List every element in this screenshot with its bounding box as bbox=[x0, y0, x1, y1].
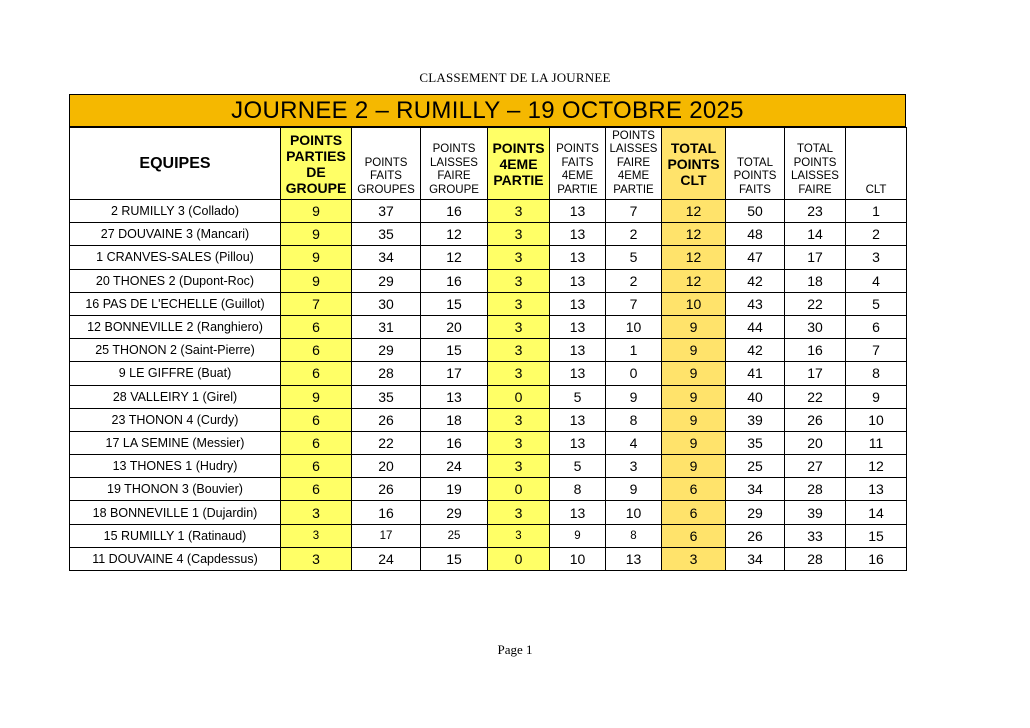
cell-team: 25 THONON 2 (Saint-Pierre) bbox=[70, 339, 281, 362]
cell-points-laisses-faire-groupe: 15 bbox=[421, 339, 488, 362]
cell-total-points-faits: 44 bbox=[726, 315, 785, 338]
cell-points-laisses-faire-groupe: 16 bbox=[421, 200, 488, 223]
cell-clt: 2 bbox=[846, 223, 907, 246]
cell-total-points-clt: 12 bbox=[662, 223, 726, 246]
cell-clt: 15 bbox=[846, 524, 907, 547]
cell-team: 19 THONON 3 (Bouvier) bbox=[70, 478, 281, 501]
cell-points-laisses-faire-4eme-partie: 8 bbox=[606, 408, 662, 431]
header-points-laisses-faire-4eme-partie: POINTS LAISSES FAIRE 4EME PARTIE bbox=[606, 128, 662, 200]
header-equipes: EQUIPES bbox=[70, 128, 281, 200]
cell-points-faits-groupes: 30 bbox=[352, 292, 421, 315]
cell-total-points-laisses-faire: 27 bbox=[785, 455, 846, 478]
cell-total-points-faits: 42 bbox=[726, 339, 785, 362]
cell-clt: 8 bbox=[846, 362, 907, 385]
cell-total-points-clt: 12 bbox=[662, 200, 726, 223]
cell-total-points-clt: 3 bbox=[662, 547, 726, 570]
cell-points-faits-4eme-partie: 13 bbox=[550, 339, 606, 362]
cell-total-points-clt: 9 bbox=[662, 408, 726, 431]
cell-points-parties-groupe: 7 bbox=[281, 292, 352, 315]
cell-points-4eme-partie: 3 bbox=[488, 362, 550, 385]
cell-points-laisses-faire-groupe: 17 bbox=[421, 362, 488, 385]
cell-total-points-faits: 29 bbox=[726, 501, 785, 524]
cell-total-points-laisses-faire: 39 bbox=[785, 501, 846, 524]
cell-clt: 16 bbox=[846, 547, 907, 570]
cell-points-laisses-faire-groupe: 16 bbox=[421, 431, 488, 454]
cell-total-points-faits: 43 bbox=[726, 292, 785, 315]
header-total-points-faits: TOTAL POINTS FAITS bbox=[726, 128, 785, 200]
cell-points-laisses-faire-4eme-partie: 0 bbox=[606, 362, 662, 385]
cell-points-laisses-faire-groupe: 24 bbox=[421, 455, 488, 478]
cell-total-points-laisses-faire: 17 bbox=[785, 246, 846, 269]
cell-points-faits-4eme-partie: 13 bbox=[550, 501, 606, 524]
cell-points-faits-4eme-partie: 13 bbox=[550, 200, 606, 223]
cell-total-points-laisses-faire: 14 bbox=[785, 223, 846, 246]
table-row bbox=[70, 385, 907, 408]
cell-team: 27 DOUVAINE 3 (Mancari) bbox=[70, 223, 281, 246]
header-row bbox=[70, 128, 907, 200]
cell-points-4eme-partie: 3 bbox=[488, 524, 550, 547]
cell-points-4eme-partie: 3 bbox=[488, 269, 550, 292]
header-points-laisses-faire-groupe: POINTS LAISSES FAIRE GROUPE bbox=[421, 128, 488, 200]
cell-total-points-clt: 6 bbox=[662, 501, 726, 524]
cell-total-points-clt: 9 bbox=[662, 339, 726, 362]
table-row bbox=[70, 362, 907, 385]
table-body bbox=[70, 200, 907, 571]
cell-points-laisses-faire-4eme-partie: 10 bbox=[606, 501, 662, 524]
table-row bbox=[70, 547, 907, 570]
cell-team: 9 LE GIFFRE (Buat) bbox=[70, 362, 281, 385]
cell-points-parties-groupe: 3 bbox=[281, 524, 352, 547]
cell-points-faits-groupes: 35 bbox=[352, 223, 421, 246]
cell-team: 2 RUMILLY 3 (Collado) bbox=[70, 200, 281, 223]
cell-points-parties-groupe: 9 bbox=[281, 246, 352, 269]
cell-points-laisses-faire-4eme-partie: 8 bbox=[606, 524, 662, 547]
cell-total-points-faits: 42 bbox=[726, 269, 785, 292]
cell-total-points-faits: 48 bbox=[726, 223, 785, 246]
cell-total-points-faits: 40 bbox=[726, 385, 785, 408]
cell-points-faits-groupes: 31 bbox=[352, 315, 421, 338]
document-title: CLASSEMENT DE LA JOURNEE bbox=[419, 70, 611, 85]
cell-points-faits-4eme-partie: 13 bbox=[550, 408, 606, 431]
cell-points-faits-groupes: 29 bbox=[352, 339, 421, 362]
cell-points-parties-groupe: 6 bbox=[281, 478, 352, 501]
cell-total-points-laisses-faire: 33 bbox=[785, 524, 846, 547]
cell-points-faits-groupes: 35 bbox=[352, 385, 421, 408]
cell-points-laisses-faire-4eme-partie: 4 bbox=[606, 431, 662, 454]
table-row bbox=[70, 292, 907, 315]
cell-points-laisses-faire-4eme-partie: 3 bbox=[606, 455, 662, 478]
header-total-points-laisses-faire: TOTAL POINTS LAISSES FAIRE bbox=[785, 128, 846, 200]
cell-points-faits-groupes: 17 bbox=[352, 524, 421, 547]
cell-points-faits-4eme-partie: 5 bbox=[550, 455, 606, 478]
cell-points-laisses-faire-4eme-partie: 7 bbox=[606, 200, 662, 223]
cell-total-points-faits: 50 bbox=[726, 200, 785, 223]
table-row bbox=[70, 408, 907, 431]
cell-points-4eme-partie: 3 bbox=[488, 223, 550, 246]
cell-points-laisses-faire-groupe: 20 bbox=[421, 315, 488, 338]
cell-points-faits-4eme-partie: 10 bbox=[550, 547, 606, 570]
results-table bbox=[69, 127, 907, 571]
cell-points-parties-groupe: 9 bbox=[281, 269, 352, 292]
header-points-faits-4eme-partie: POINTS FAITS 4EME PARTIE bbox=[550, 128, 606, 200]
cell-total-points-faits: 35 bbox=[726, 431, 785, 454]
cell-points-parties-groupe: 9 bbox=[281, 200, 352, 223]
cell-points-laisses-faire-groupe: 12 bbox=[421, 246, 488, 269]
cell-total-points-laisses-faire: 28 bbox=[785, 478, 846, 501]
cell-total-points-laisses-faire: 26 bbox=[785, 408, 846, 431]
cell-points-faits-4eme-partie: 13 bbox=[550, 269, 606, 292]
cell-points-parties-groupe: 6 bbox=[281, 362, 352, 385]
cell-total-points-faits: 41 bbox=[726, 362, 785, 385]
cell-team: 15 RUMILLY 1 (Ratinaud) bbox=[70, 524, 281, 547]
cell-clt: 12 bbox=[846, 455, 907, 478]
cell-points-faits-groupes: 34 bbox=[352, 246, 421, 269]
cell-total-points-laisses-faire: 22 bbox=[785, 385, 846, 408]
cell-points-4eme-partie: 3 bbox=[488, 292, 550, 315]
table-row bbox=[70, 524, 907, 547]
cell-clt: 9 bbox=[846, 385, 907, 408]
table-row bbox=[70, 478, 907, 501]
table-row bbox=[70, 431, 907, 454]
cell-points-faits-4eme-partie: 9 bbox=[550, 524, 606, 547]
cell-total-points-laisses-faire: 23 bbox=[785, 200, 846, 223]
header-clt: CLT bbox=[846, 128, 907, 200]
cell-points-faits-4eme-partie: 13 bbox=[550, 362, 606, 385]
cell-points-faits-groupes: 16 bbox=[352, 501, 421, 524]
cell-total-points-laisses-faire: 30 bbox=[785, 315, 846, 338]
cell-points-4eme-partie: 0 bbox=[488, 547, 550, 570]
cell-points-laisses-faire-groupe: 25 bbox=[421, 524, 488, 547]
cell-points-laisses-faire-groupe: 12 bbox=[421, 223, 488, 246]
cell-points-laisses-faire-4eme-partie: 9 bbox=[606, 385, 662, 408]
cell-points-laisses-faire-groupe: 15 bbox=[421, 292, 488, 315]
cell-clt: 4 bbox=[846, 269, 907, 292]
cell-points-faits-4eme-partie: 13 bbox=[550, 292, 606, 315]
cell-points-parties-groupe: 6 bbox=[281, 315, 352, 338]
cell-team: 20 THONES 2 (Dupont-Roc) bbox=[70, 269, 281, 292]
cell-team: 16 PAS DE L'ECHELLE (Guillot) bbox=[70, 292, 281, 315]
cell-points-laisses-faire-groupe: 15 bbox=[421, 547, 488, 570]
table-row bbox=[70, 501, 907, 524]
cell-points-laisses-faire-groupe: 29 bbox=[421, 501, 488, 524]
cell-clt: 11 bbox=[846, 431, 907, 454]
cell-clt: 3 bbox=[846, 246, 907, 269]
cell-total-points-laisses-faire: 28 bbox=[785, 547, 846, 570]
cell-points-faits-4eme-partie: 8 bbox=[550, 478, 606, 501]
cell-clt: 6 bbox=[846, 315, 907, 338]
cell-team: 17 LA SEMINE (Messier) bbox=[70, 431, 281, 454]
cell-points-faits-4eme-partie: 13 bbox=[550, 315, 606, 338]
cell-clt: 10 bbox=[846, 408, 907, 431]
cell-total-points-faits: 39 bbox=[726, 408, 785, 431]
cell-points-faits-groupes: 26 bbox=[352, 478, 421, 501]
cell-points-faits-groupes: 22 bbox=[352, 431, 421, 454]
cell-points-faits-groupes: 37 bbox=[352, 200, 421, 223]
table-row bbox=[70, 200, 907, 223]
cell-clt: 1 bbox=[846, 200, 907, 223]
cell-total-points-laisses-faire: 16 bbox=[785, 339, 846, 362]
cell-points-laisses-faire-4eme-partie: 2 bbox=[606, 269, 662, 292]
cell-points-laisses-faire-groupe: 13 bbox=[421, 385, 488, 408]
cell-points-faits-groupes: 29 bbox=[352, 269, 421, 292]
cell-points-parties-groupe: 3 bbox=[281, 501, 352, 524]
cell-team: 13 THONES 1 (Hudry) bbox=[70, 455, 281, 478]
cell-total-points-faits: 25 bbox=[726, 455, 785, 478]
header-points-parties-groupe: POINTS PARTIES DE GROUPE bbox=[281, 128, 352, 200]
cell-total-points-clt: 6 bbox=[662, 478, 726, 501]
cell-points-4eme-partie: 0 bbox=[488, 478, 550, 501]
cell-points-4eme-partie: 3 bbox=[488, 408, 550, 431]
cell-total-points-faits: 47 bbox=[726, 246, 785, 269]
cell-points-4eme-partie: 3 bbox=[488, 339, 550, 362]
cell-points-4eme-partie: 3 bbox=[488, 315, 550, 338]
cell-points-faits-groupes: 28 bbox=[352, 362, 421, 385]
cell-total-points-clt: 10 bbox=[662, 292, 726, 315]
cell-total-points-clt: 6 bbox=[662, 524, 726, 547]
cell-points-laisses-faire-4eme-partie: 7 bbox=[606, 292, 662, 315]
cell-total-points-faits: 26 bbox=[726, 524, 785, 547]
cell-total-points-clt: 9 bbox=[662, 315, 726, 338]
cell-total-points-faits: 34 bbox=[726, 547, 785, 570]
cell-points-faits-groupes: 24 bbox=[352, 547, 421, 570]
cell-total-points-laisses-faire: 17 bbox=[785, 362, 846, 385]
cell-total-points-clt: 9 bbox=[662, 385, 726, 408]
cell-points-laisses-faire-4eme-partie: 2 bbox=[606, 223, 662, 246]
banner-title: JOURNEE 2 – RUMILLY – 19 OCTOBRE 2025 bbox=[69, 94, 906, 127]
cell-points-laisses-faire-4eme-partie: 9 bbox=[606, 478, 662, 501]
cell-points-4eme-partie: 3 bbox=[488, 431, 550, 454]
cell-points-faits-groupes: 26 bbox=[352, 408, 421, 431]
cell-total-points-clt: 9 bbox=[662, 362, 726, 385]
table-row bbox=[70, 455, 907, 478]
cell-points-laisses-faire-groupe: 18 bbox=[421, 408, 488, 431]
cell-total-points-faits: 34 bbox=[726, 478, 785, 501]
header-points-4eme-partie: POINTS 4EME PARTIE bbox=[488, 128, 550, 200]
cell-points-laisses-faire-4eme-partie: 5 bbox=[606, 246, 662, 269]
table-row bbox=[70, 246, 907, 269]
table-row bbox=[70, 269, 907, 292]
cell-total-points-clt: 12 bbox=[662, 246, 726, 269]
cell-points-4eme-partie: 0 bbox=[488, 385, 550, 408]
cell-total-points-laisses-faire: 20 bbox=[785, 431, 846, 454]
cell-points-4eme-partie: 3 bbox=[488, 455, 550, 478]
cell-total-points-clt: 9 bbox=[662, 431, 726, 454]
cell-points-laisses-faire-groupe: 16 bbox=[421, 269, 488, 292]
page-footer: Page 1 bbox=[497, 642, 533, 657]
cell-points-laisses-faire-4eme-partie: 10 bbox=[606, 315, 662, 338]
cell-team: 12 BONNEVILLE 2 (Ranghiero) bbox=[70, 315, 281, 338]
table-row bbox=[70, 339, 907, 362]
header-total-points-clt: TOTAL POINTS CLT bbox=[662, 128, 726, 200]
cell-points-laisses-faire-4eme-partie: 13 bbox=[606, 547, 662, 570]
cell-total-points-laisses-faire: 18 bbox=[785, 269, 846, 292]
table-row bbox=[70, 315, 907, 338]
header-points-faits-groupes: POINTS FAITS GROUPES bbox=[352, 128, 421, 200]
cell-points-faits-4eme-partie: 13 bbox=[550, 431, 606, 454]
table-row bbox=[70, 223, 907, 246]
cell-points-parties-groupe: 6 bbox=[281, 431, 352, 454]
cell-points-faits-4eme-partie: 13 bbox=[550, 246, 606, 269]
cell-points-laisses-faire-groupe: 19 bbox=[421, 478, 488, 501]
cell-clt: 7 bbox=[846, 339, 907, 362]
cell-team: 1 CRANVES-SALES (Pillou) bbox=[70, 246, 281, 269]
cell-points-parties-groupe: 6 bbox=[281, 455, 352, 478]
cell-points-laisses-faire-4eme-partie: 1 bbox=[606, 339, 662, 362]
cell-team: 23 THONON 4 (Curdy) bbox=[70, 408, 281, 431]
cell-clt: 5 bbox=[846, 292, 907, 315]
cell-total-points-laisses-faire: 22 bbox=[785, 292, 846, 315]
cell-team: 28 VALLEIRY 1 (Girel) bbox=[70, 385, 281, 408]
cell-points-parties-groupe: 6 bbox=[281, 408, 352, 431]
cell-points-parties-groupe: 9 bbox=[281, 223, 352, 246]
cell-total-points-clt: 9 bbox=[662, 455, 726, 478]
cell-points-4eme-partie: 3 bbox=[488, 200, 550, 223]
cell-points-faits-4eme-partie: 13 bbox=[550, 223, 606, 246]
cell-team: 11 DOUVAINE 4 (Capdessus) bbox=[70, 547, 281, 570]
cell-points-parties-groupe: 9 bbox=[281, 385, 352, 408]
cell-points-faits-4eme-partie: 5 bbox=[550, 385, 606, 408]
cell-clt: 14 bbox=[846, 501, 907, 524]
cell-team: 18 BONNEVILLE 1 (Dujardin) bbox=[70, 501, 281, 524]
cell-points-parties-groupe: 6 bbox=[281, 339, 352, 362]
cell-points-4eme-partie: 3 bbox=[488, 501, 550, 524]
cell-points-parties-groupe: 3 bbox=[281, 547, 352, 570]
cell-points-faits-groupes: 20 bbox=[352, 455, 421, 478]
cell-total-points-clt: 12 bbox=[662, 269, 726, 292]
cell-points-4eme-partie: 3 bbox=[488, 246, 550, 269]
cell-clt: 13 bbox=[846, 478, 907, 501]
